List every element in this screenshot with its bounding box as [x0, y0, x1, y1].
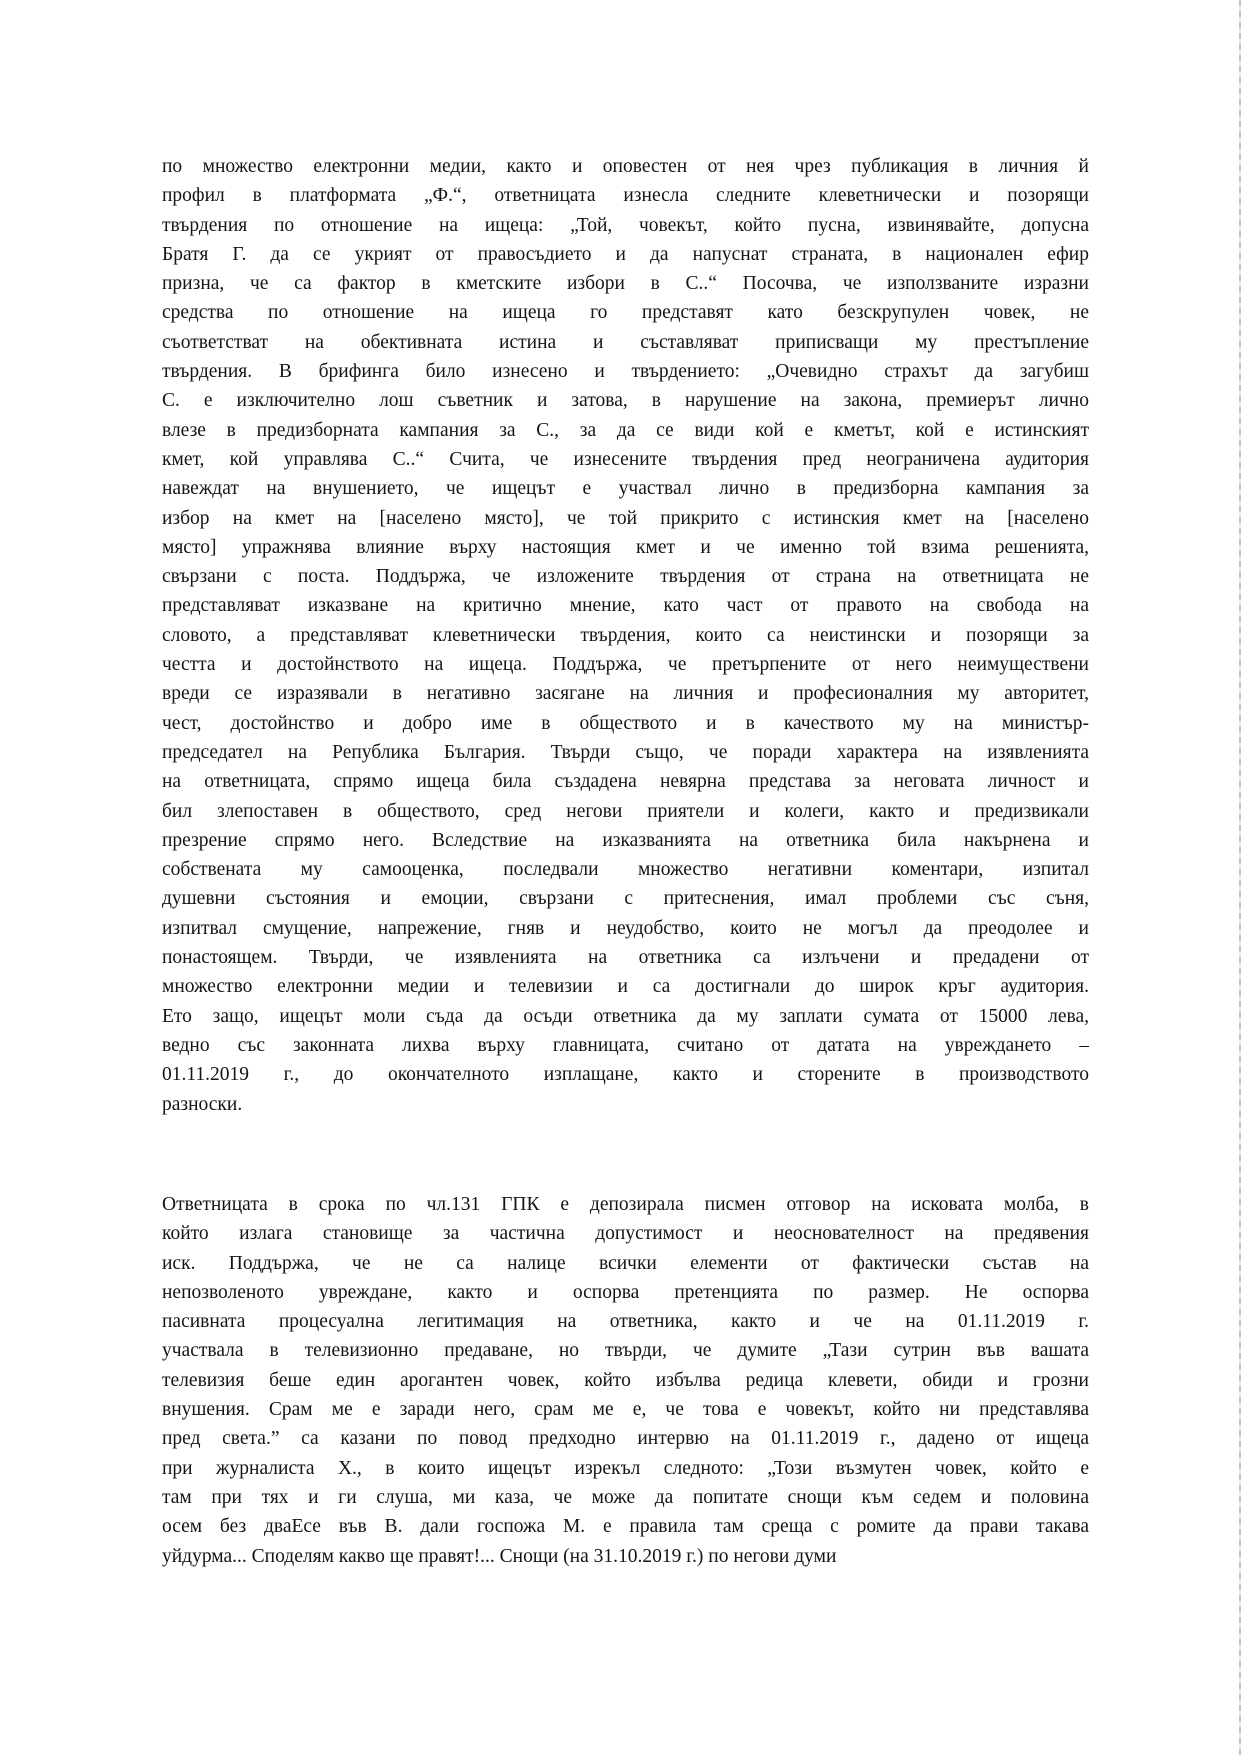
text-line: непозволеното увреждане, както и оспорва претенцията по размер. Не оспорва [162, 1281, 1089, 1303]
text-line: който излага становище за частична допустимост и неоснователност на предявения [162, 1223, 1089, 1245]
text-line: там при тях и ги слуша, ми каза, че може да попитате снощи към седем и половина [162, 1486, 1089, 1508]
text-line: бил злепоставен в обществото, сред негови приятели и колеги, както и предизвикали [162, 800, 1089, 822]
text-line: телевизия беше един арогантен човек, който избълва редица клевети, обиди и грозни [162, 1369, 1089, 1391]
text-line: по множество електронни медии, както и оповестен от нея чрез публикация в личния й [162, 156, 1089, 177]
text-line: съответстват на обективната истина и съставляват приписващи му престъпление [162, 331, 1089, 353]
text-line: разноски. [162, 1093, 243, 1115]
text-line: понастоящем. Твърди, че изявленията на ответника са излъчени и предадени от [162, 947, 1089, 969]
text-line: чест, достойнство и добро име в обществото и в качеството му на министър- [162, 712, 1089, 734]
text-line: вреди се изразявали в негативно засягане на личния и професионалния му авторитет, [162, 683, 1089, 705]
text-line: Ответницата в срока по чл.131 ГПК е депозирала писмен отговор на исковата молба, в [162, 1194, 1089, 1215]
text-line: уйдурма... Споделям какво ще правят!... Снощи (на 31.10.2019 г.) по негови думи [162, 1545, 837, 1567]
text-line: място] упражнява влияние върху настоящия кмет и че именно той взима решенията, [162, 536, 1089, 558]
text-line: множество електронни медии и телевизии и са достигнали до широк кръг аудитория. [162, 976, 1089, 998]
text-line: Ето защо, ищецът моли съда да осъди ответника да му заплати сумата от 15000 лева, [162, 1005, 1089, 1027]
text-line: изпитвал смущение, напрежение, гняв и неудобство, които не могъл да преодолее и [162, 917, 1089, 939]
paragraph-claim [162, 152, 1089, 1119]
text-line: председател на Република България. Твърди също, че поради характера на изявленията [162, 741, 1089, 763]
text-line: иск. Поддържа, че не са налице всички елементи от фактически състав на [162, 1252, 1089, 1274]
text-line: при журналиста Х., в които ищецът изрекъл следното: „Този възмутен човек, който е [162, 1457, 1089, 1479]
text-line: Братя Г. да се укрият от правосъдието и да напуснат страната, в национален ефир [162, 243, 1089, 265]
text-line: профил в платформата „Ф.“, ответницата изнесла следните клеветнически и позорящи [162, 185, 1089, 207]
paragraph-response [162, 1190, 1089, 1571]
text-line: навеждат на внушението, че ищецът е участвал лично в предизборна кампания за [162, 478, 1089, 500]
text-line: твърдения по отношение на ищеца: „Той, човекът, който пусна, извинявайте, допусна [162, 214, 1089, 236]
text-line: пасивната процесуална легитимация на ответника, както и че на 01.11.2019 г. [162, 1311, 1089, 1333]
text-line: ведно със законната лихва върху главницата, считано от датата на увреждането – [162, 1034, 1089, 1056]
text-line: словото, а представляват клеветнически твърдения, които са неистински и позорящи за [162, 624, 1089, 646]
text-line: свързани с поста. Поддържа, че изложените твърдения от страна на ответницата не [162, 566, 1089, 588]
text-line: избор на кмет на [населено място], че той прикрито с истинския кмет на [населено [162, 507, 1089, 529]
text-line: твърдения. В брифинга било изнесено и твърдението: „Очевидно страхът да загубиш [162, 361, 1089, 383]
text-line: призна, че са фактор в кметските избори в С..“ Посочва, че използваните изразни [162, 273, 1089, 295]
text-line: средства по отношение на ищеца го представят като безскрупулен човек, не [162, 302, 1089, 324]
text-line: представляват изказване на критично мнение, като част от правото на свобода на [162, 595, 1089, 617]
text-line: собствената му самооценка, последвали множество негативни коментари, изпитал [162, 859, 1089, 881]
text-line: презрение спрямо него. Вследствие на изказванията на ответника била накърнена и [162, 829, 1089, 851]
text-line: участвала в телевизионно предаване, но твърди, че думите „Тази сутрин във вашата [162, 1340, 1089, 1362]
text-line: 01.11.2019 г., до окончателното изплащане, както и сторените в производството [162, 1064, 1089, 1086]
text-line: С. е изключително лош съветник и затова, в нарушение на закона, премиерът лично [162, 390, 1089, 412]
text-line: осем без дваЕсе във В. дали госпожа М. е правила там среща с ромите да прави такава [162, 1516, 1089, 1538]
text-line: честта и достойнството на ищеца. Поддържа, че претърпените от него неимуществени [162, 654, 1089, 676]
text-line: душевни състояния и емоции, свързани с притеснения, имал проблеми със съня, [162, 888, 1089, 910]
text-line: пред света.” са казани по повод предходно интервю на 01.11.2019 г., дадено от ищеца [162, 1428, 1089, 1450]
text-line: влезе в предизборната кампания за С., за да се види кой е кметът, кой е истинският [162, 419, 1089, 441]
text-line: на ответницата, спрямо ищеца била създадена невярна представа за неговата личност и [162, 771, 1089, 793]
text-line: кмет, кой управлява С..“ Счита, че изнесените твърдения пред неограничена аудитория [162, 448, 1089, 470]
text-line: внушения. Срам ме е заради него, срам ме е, че това е човекът, който ни представлява [162, 1399, 1089, 1421]
